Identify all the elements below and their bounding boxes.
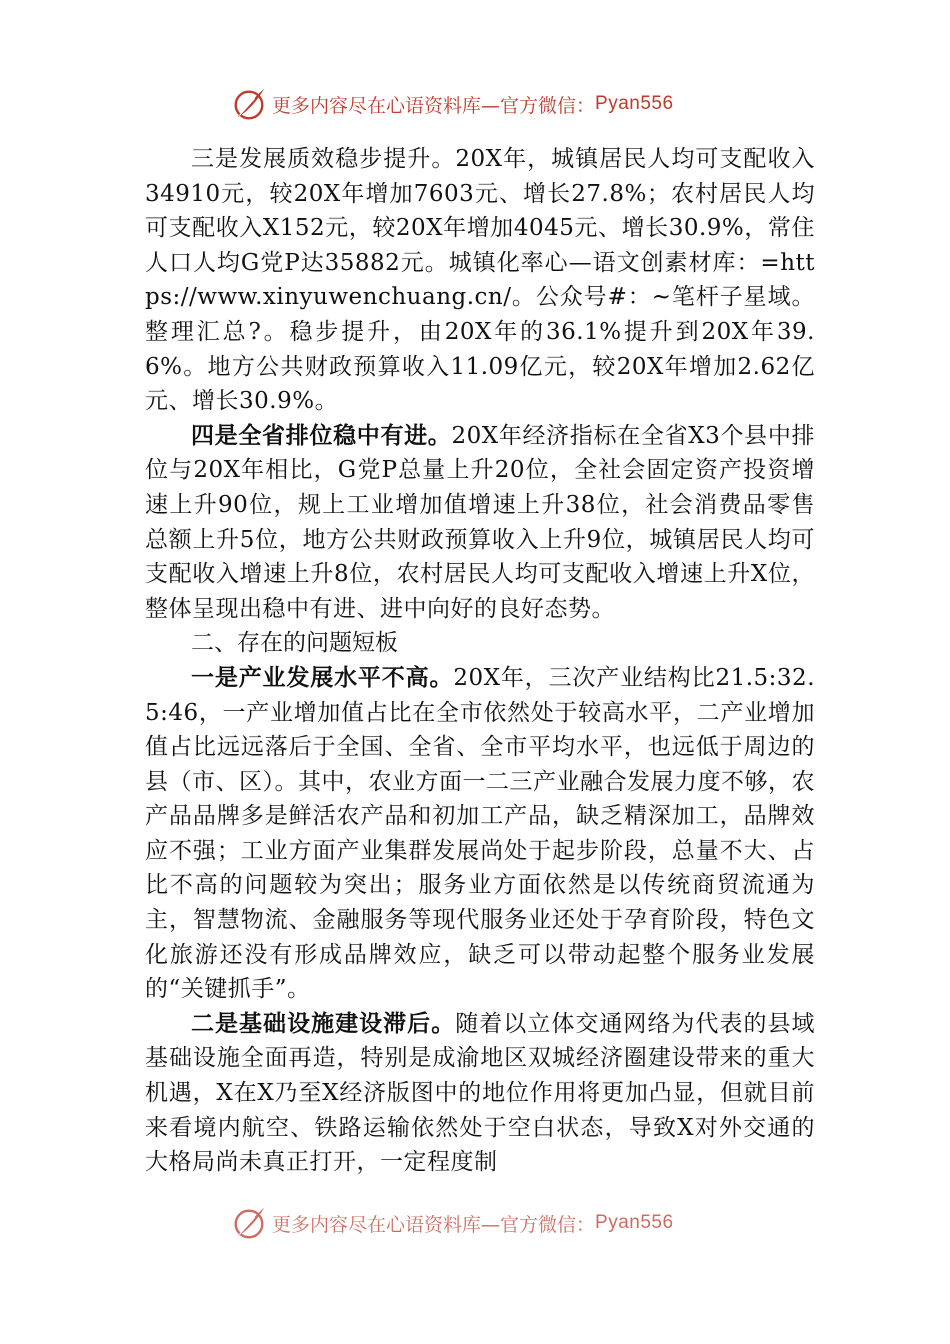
section-heading: 二、存在的问题短板 [191, 630, 398, 657]
paragraph-text: 20X年，三次产业结构比21.5:32.5:46，一产业增加值占比在全市依然处于较高水平，二产业增加值占比远远落后于全国、全省、全市平均水平，也远低于周边的县（市、区）。其中，农业方面一二三产业融合发展力度不够，农产品品牌多是鲜活农产品和初加工产品，缺乏精深加工，品牌效应不强；工业方面产业集群发展尚处于起步阶段，总量不大、占比不高的问题较为突出；服务业方面依然是以传统商贸流通为主，智慧物流、金融服务等现代服务业还处于孕育阶段，特色文化旅游还没有形成品牌效应，缺乏可以带动起整个服务业发展的“关键抓手”。 [145, 664, 815, 1003]
watermark-wechat-id: Pyan556 [595, 93, 674, 114]
quill-pen-logo-icon [230, 1204, 268, 1242]
paragraph-text: 随着以立体交通网络为代表的县域基础设施全面再造，特别是成渝地区双城经济圈建设带来的重大机遇，X在X乃至X经济版图中的地位作用将更加凸显，但就目前来看境内航空、铁路运输依然处于空白状态，导致X对外交通的大格局尚未真正打开，一定程度制 [145, 1010, 815, 1176]
document-body [145, 142, 815, 1210]
paragraph-industry-level [145, 661, 815, 1007]
watermark-footer [230, 1203, 674, 1243]
paragraph-text: 三是发展质效稳步提升。20X年，城镇居民人均可支配收入34910元，较20X年增加7603元、增长27.8%；农村居民人均可支配收入X152元，较20X年增加4045元、增长30.9%，常住人口人均G党P达35882元。城镇化率心—语文创素材库：=https://www.xinyuwenchuang.cn/。公众号#：~笔杆子星域。整理汇总?。稳步提升，由20X年的36.1%提升到20X年39.6%。地方公共财政预算收入11.09亿元，较20X年增加2.62亿元、增长30.9%。 [145, 146, 815, 415]
paragraph-lead: 二是基础设施建设滞后。 [191, 1010, 456, 1037]
paragraph-lead: 四是全省排位稳中有进。 [191, 422, 452, 449]
watermark-header [230, 84, 674, 124]
watermark-text: 更多内容尽在心语资料库—官方微信： [272, 1213, 596, 1236]
paragraph-infrastructure [145, 1007, 815, 1180]
watermark-wechat-id: Pyan556 [595, 1212, 674, 1233]
paragraph-lead: 一是产业发展水平不高。 [191, 664, 454, 691]
watermark-text: 更多内容尽在心语资料库—官方微信： [272, 94, 596, 117]
paragraph-development-quality [145, 142, 815, 419]
paragraph-text: 20X年经济指标在全省X3个县中排位与20X年相比，G党P总量上升20位，全社会固定资产投资增速上升90位，规上工业增加值增速上升38位，社会消费品零售总额上升5位，地方公共财政预算收入上升9位，城镇居民人均可支配收入增速上升8位，农村居民人均可支配收入增速上升X位，整体呈现出稳中有进、进中向好的良好态势。 [145, 422, 815, 622]
paragraph-provincial-ranking [145, 419, 815, 627]
quill-pen-logo-icon [230, 85, 268, 123]
